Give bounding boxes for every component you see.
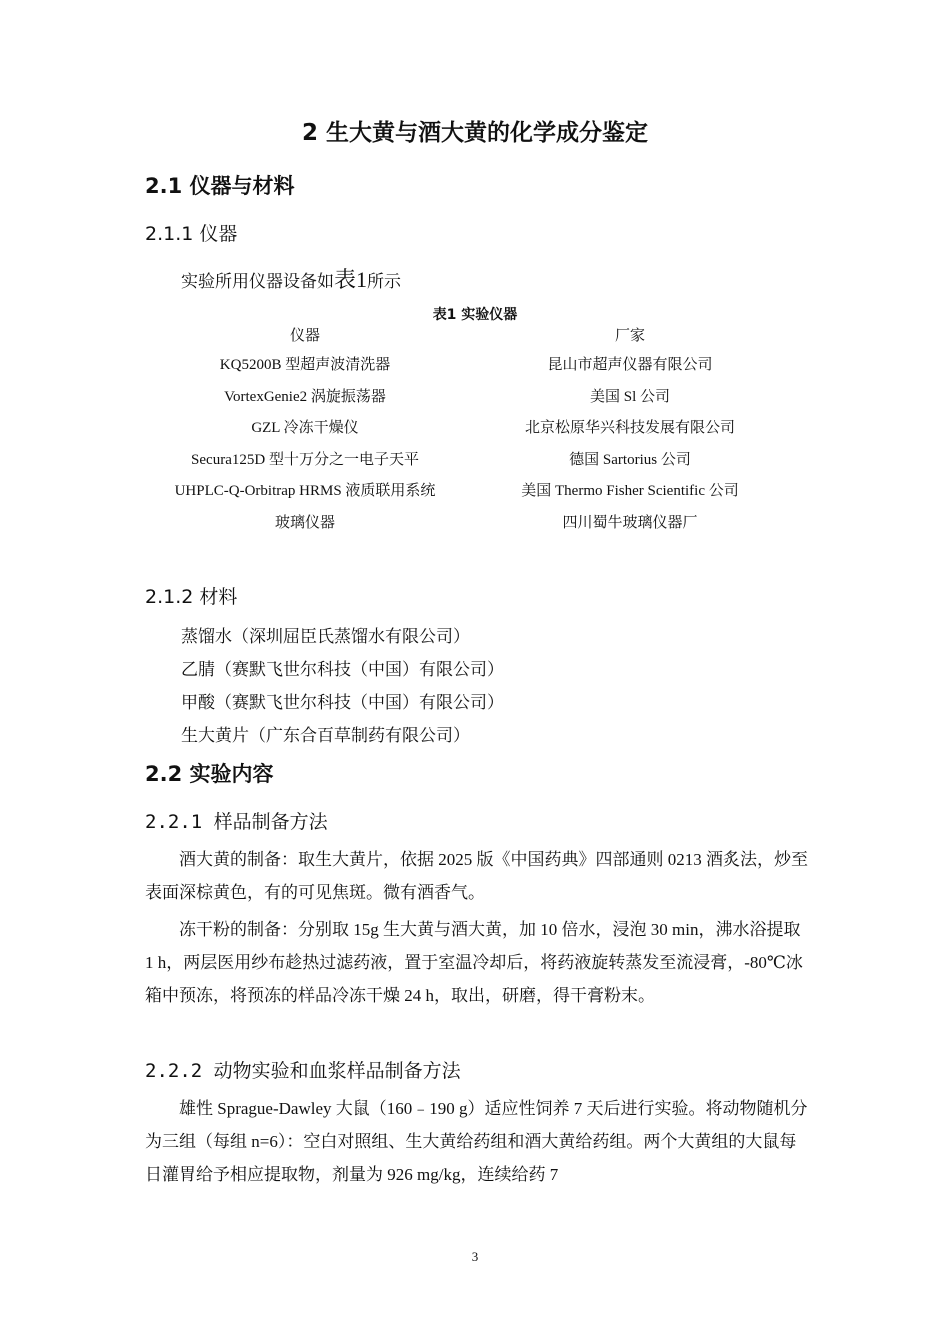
instrument-cell: UHPLC-Q-Orbitrap HRMS 液质联用系统	[174, 483, 436, 500]
paragraph-animal-experiment: 雄性 Sprague-Dawley 大鼠（160﹣190 g）适应性饲养 7 天后进行实验。将动物随机分为三组（每组 n=6）：空白对照组、生大黄给药组和酒大黄给药组。两个大黄组的大鼠每日灌胃给予相应提取物，剂量为 926 mg/kg，连续给药 7	[145, 1099, 808, 1184]
table-reference-link[interactable]: 表1	[334, 267, 368, 292]
material-item: 蒸馏水（深圳屈臣氏蒸馏水有限公司）	[181, 627, 470, 646]
manufacturer-cell: 昆山市超声仪器有限公司	[547, 357, 713, 374]
header-instrument: 仪器	[289, 327, 320, 344]
manufacturer-cell: 北京松原华兴科技发展有限公司	[524, 420, 735, 437]
section-heading-2-1-2: 2.1.2 材料	[145, 586, 238, 608]
instrument-cell: 玻璃仪器	[274, 514, 335, 531]
table-row	[150, 506, 800, 538]
instrument-intro	[181, 263, 401, 294]
instrument-cell: Secura125D 型十万分之一电子天平	[191, 451, 419, 468]
table-row	[150, 411, 800, 443]
instrument-table	[150, 320, 800, 537]
section-heading-2-2-2: 2.2.2 动物实验和血浆样品制备方法	[145, 1060, 461, 1082]
table-caption: 表1 实验仪器	[432, 307, 518, 323]
table-row	[150, 474, 800, 506]
page-number: 3	[471, 1249, 479, 1264]
section-heading-2-1-1: 2.1.1 仪器	[145, 223, 238, 245]
instrument-cell: KQ5200B 型超声波清洗器	[219, 357, 391, 374]
table-row	[150, 443, 800, 475]
manufacturer-cell: 四川蜀牛玻璃仪器厂	[562, 514, 698, 531]
manufacturer-cell: 美国 Thermo Fisher Scientific 公司	[521, 483, 739, 500]
material-item: 生大黄片（广东合百草制药有限公司）	[181, 726, 470, 745]
header-manufacturer: 厂家	[614, 327, 645, 344]
material-item: 乙腈（赛默飞世尔科技（中国）有限公司）	[181, 660, 504, 679]
manufacturer-cell: 德国 Sartorius 公司	[569, 451, 691, 468]
instrument-cell: VortexGenie2 涡旋振荡器	[224, 388, 386, 405]
section-heading-2-2: 2.2 实验内容	[145, 762, 274, 786]
intro-tail: 所示	[367, 272, 402, 291]
intro-text: 实验所用仪器设备如	[181, 272, 334, 291]
paragraph-wine-rhubarb-prep: 酒大黄的制备：取生大黄片，依据 2025 版《中国药典》四部通则 0213 酒炙法，炒至表面深棕黄色，有的可见焦斑。微有酒香气。	[145, 850, 808, 902]
section-heading-2-1: 2.1 仪器与材料	[145, 174, 295, 198]
section-heading-2-2-1: 2.2.1 样品制备方法	[145, 811, 328, 833]
table-header-row	[150, 320, 800, 348]
manufacturer-cell: 美国 Sl 公司	[589, 388, 670, 405]
material-item: 甲酸（赛默飞世尔科技（中国）有限公司）	[181, 693, 504, 712]
chapter-title: 2 生大黄与酒大黄的化学成分鉴定	[301, 120, 648, 146]
table-row	[150, 380, 800, 412]
paragraph-freeze-dried-prep: 冻干粉的制备：分别取 15g 生大黄与酒大黄，加 10 倍水，浸泡 30 min，沸水浴提取 1 h，两层医用纱布趁热过滤药液，置于室温冷却后，将药液旋转蒸发至流浸膏，-80℃冰箱中预冻，将预冻的样品冷冻干燥 24 h，取出，研磨，得干膏粉末。	[145, 920, 803, 1005]
instrument-cell: GZL 冷冻干燥仪	[251, 420, 359, 437]
table-row	[150, 348, 800, 380]
